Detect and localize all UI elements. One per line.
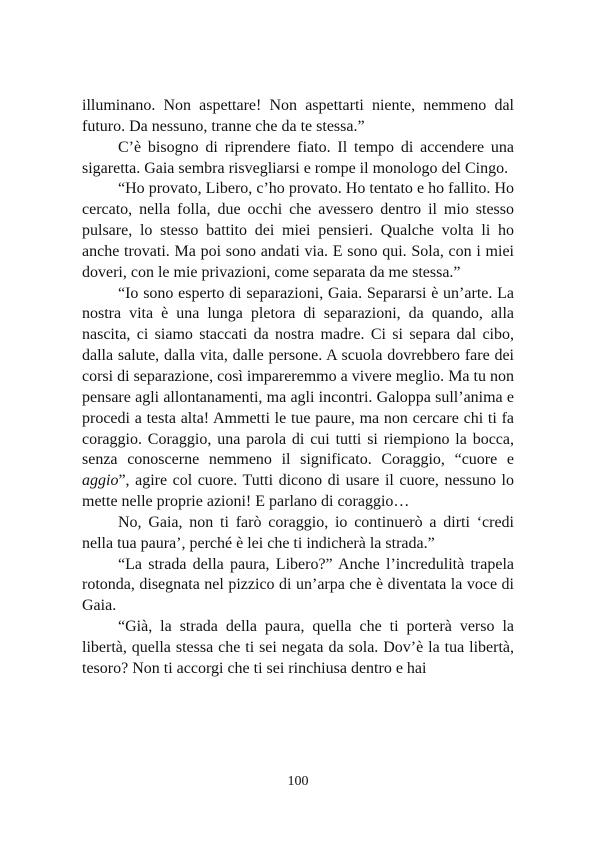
paragraph: C’è bisogno di riprendere fiato. Il tempo di accendere una sigaretta. Gaia sembra risvegliarsi e rompe il monologo del Cingo. (82, 138, 514, 177)
paragraph: “La strada della paura, Libero?” Anche l’incredulità trapela rotonda, disegnata nel pizzico di un’arpa che è diventata la voce di Gaia. (82, 555, 514, 615)
italic-word: aggio (82, 472, 119, 490)
paragraph-text: ”, agire col cuore. Tutti dicono di usare il cuore, nessuno lo mette nelle proprie azioni! E parlano di coraggio… (82, 472, 514, 511)
paragraph-text: “Io sono esperto di separazioni, Gaia. Separarsi è un’arte. La nostra vita è una lunga pletora di separazioni, da quando, alla nascita, ci siamo staccati da nostra madre. Ci si separa dal cibo, dalla salute, dalla vita, dalle persone. A scuola dovrebbero fare dei corsi di separazione, così impareremmo a vivere meglio. Ma tu non pensare agli allontanamenti, ma agli incontri. Galoppa sull’anima e procedi a testa alta! Ammetti le tue paure, ma non cercare chi ti fa coraggio. Coraggio, una parola di cui tutti si riempiono la bocca, senza conoscerne nemmeno il significato. Coraggio, “cuore e (82, 284, 514, 469)
page-body (82, 96, 514, 680)
paragraph: No, Gaia, non ti farò coraggio, io continuerò a dirti ‘credi nella tua paura’, perché è lei che ti indicherà la strada.” (82, 513, 514, 552)
paragraph: “Ho provato, Libero, c’ho provato. Ho tentato e ho fallito. Ho cercato, nella folla, due occhi che avessero dentro il mio stesso pulsare, lo stesso battito dei miei pensieri. Qualche volta li ho anche trovati. Ma poi sono andati via. E sono qui. Sola, con i miei doveri, con le mie privazioni, come separata da me stessa.” (82, 180, 514, 281)
paragraph (82, 284, 514, 513)
paragraph: “Già, la strada della paura, quella che ti porterà verso la libertà, quella stessa che ti sei negata da sola. Dov’è la tua libertà, tesoro? Non ti accorgi che ti sei rinchiusa dentro e hai (82, 618, 514, 677)
paragraph: illuminano. Non aspettare! Non aspettarti niente, nemmeno dal futuro. Da nessuno, tranne che da te stessa.” (82, 97, 514, 135)
page-number: 100 (287, 774, 309, 789)
